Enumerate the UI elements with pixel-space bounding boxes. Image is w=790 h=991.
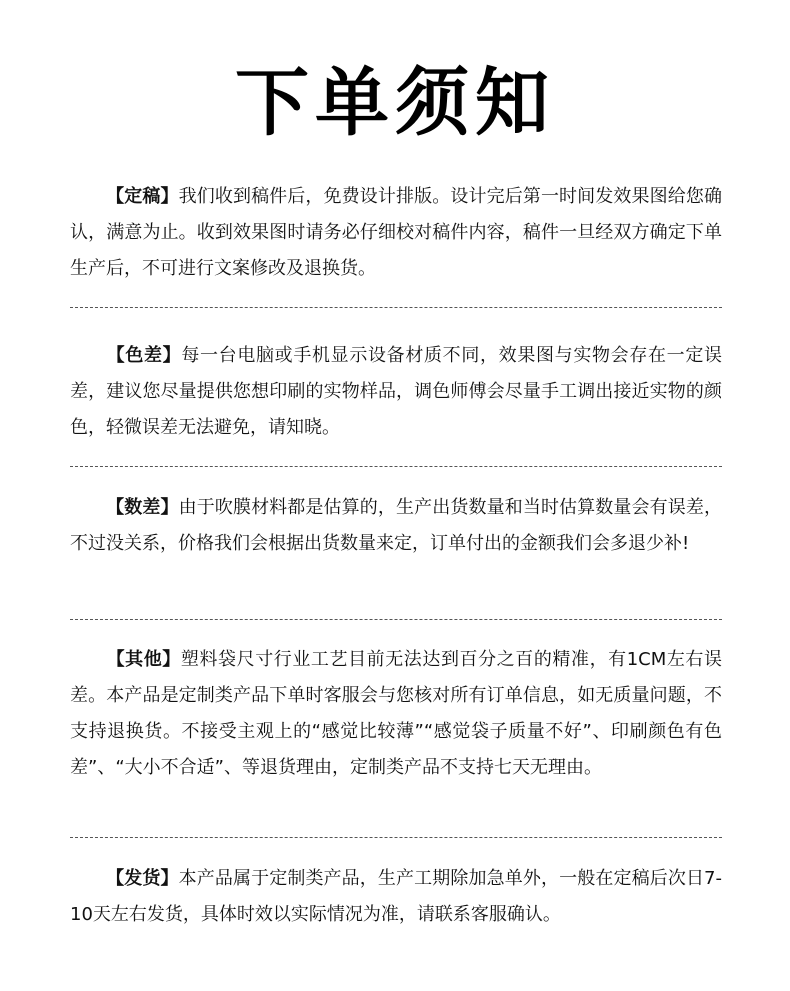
section-tag: 【定稿】 — [106, 186, 179, 207]
section-text: 每一台电脑或手机显示设备材质不同，效果图与实物会存在一定误差，建议您尽量提供您想印刷的实物样品，调色师傅会尽量手工调出接近实物的颜色，轻微误差无法避免，请知晓。 — [70, 345, 723, 438]
section-text: 塑料袋尺寸行业工艺目前无法达到百分之百的精准，有1CM左右误差。本产品是定制类产品下单时客服会与您核对所有订单信息，如无质量问题，不支持退换货。不接受主观上的“感觉比较薄”“感觉袋子质量不好”、印刷颜色有色差”、“大小不合适”、等退货理由，定制类产品不支持七天无理由。 — [70, 649, 722, 778]
section-quantity-difference — [70, 490, 722, 562]
section-tag: 【其他】 — [106, 649, 181, 670]
divider — [70, 307, 722, 308]
section-text: 由于吹膜材料都是估算的，生产出货数量和当时估算数量会有误差，不过没关系，价格我们会根据出货数量来定，订单付出的金额我们会多退少补! — [70, 497, 723, 554]
divider — [70, 466, 722, 467]
section-tag: 【发货】 — [106, 868, 179, 889]
page-title: 下单须知 — [235, 60, 555, 146]
section-other — [70, 642, 722, 786]
section-text: 本产品属于定制类产品，生产工期除加急单外，一般在定稿后次日7-10天左右发货，具体时效以实际情况为准，请联系客服确认。 — [70, 868, 723, 925]
section-tag: 【数差】 — [106, 497, 179, 518]
section-shipping — [70, 861, 722, 933]
divider — [70, 837, 722, 838]
section-finalize — [70, 179, 722, 287]
section-tag: 【色差】 — [106, 345, 182, 366]
section-text: 我们收到稿件后，免费设计排版。设计完后第一时间发效果图给您确认，满意为止。收到效果图时请务必仔细校对稿件内容，稿件一旦经双方确定下单生产后，不可进行文案修改及退换货。 — [70, 186, 723, 279]
divider — [70, 619, 722, 620]
section-color-difference — [70, 338, 722, 446]
